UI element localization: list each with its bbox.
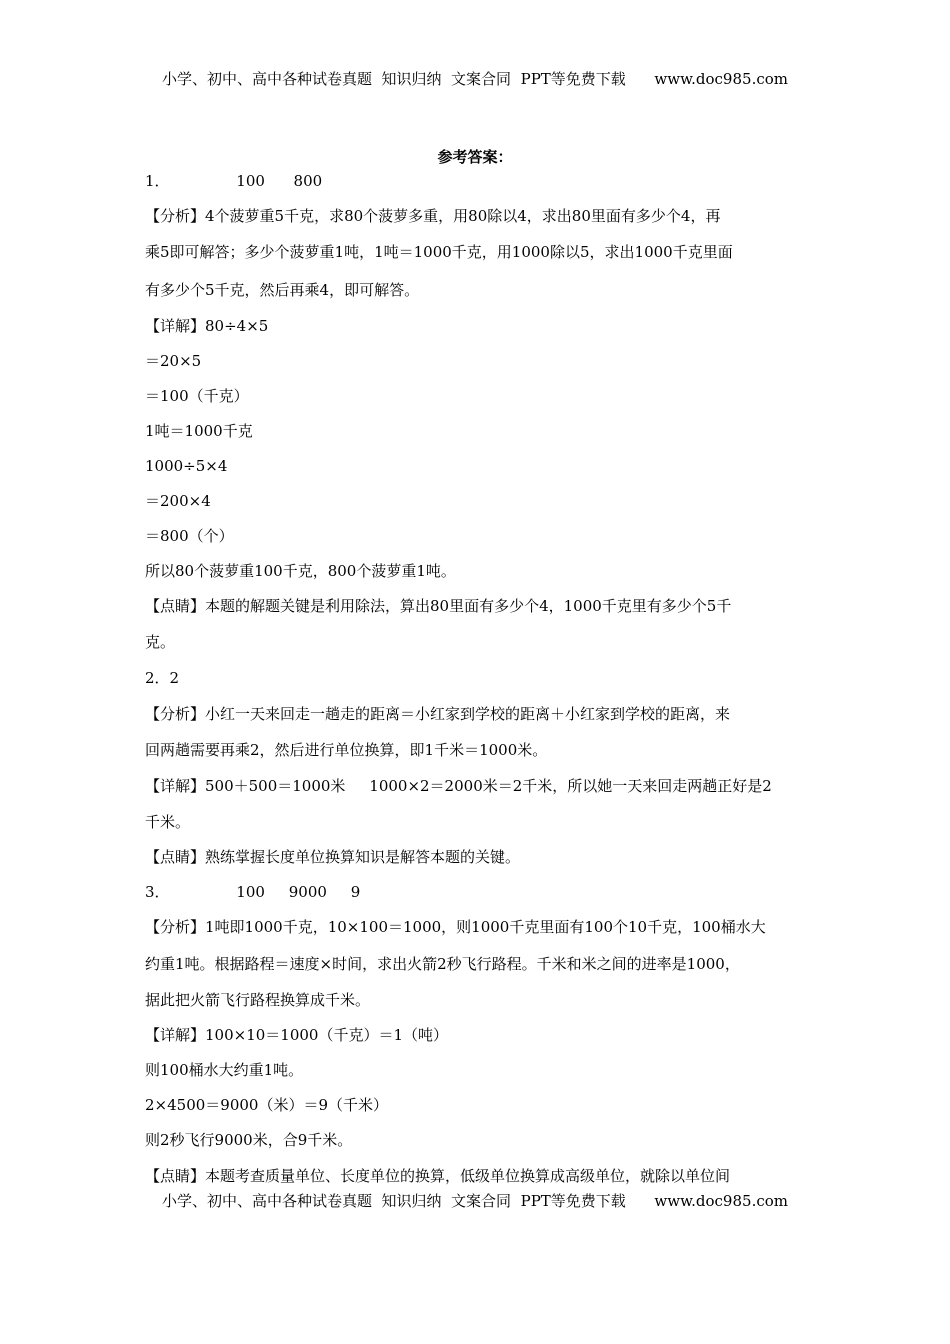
answer-line: 则100桶水大约重1吨。	[145, 1061, 304, 1079]
page-footer: 小学、初中、高中各种试卷真题 知识归纳 文案合同 PPT等免费下载 www.doc985.com	[161, 1192, 788, 1210]
answer-line: ＝200×4	[145, 492, 211, 510]
page-header: 小学、初中、高中各种试卷真题 知识归纳 文案合同 PPT等免费下载 www.doc985.com	[161, 70, 788, 88]
answer-line: 则2秒飞行9000米，合9千米。	[145, 1131, 353, 1149]
answer-line: 乘5即可解答；多少个菠萝重1吨，1吨＝1000千克，用1000除以5，求出1000千克里面	[145, 243, 733, 261]
answer-line: 【点睛】熟练掌握长度单位换算知识是解答本题的关键。	[145, 848, 521, 866]
answer-line: 克。	[145, 633, 176, 651]
answer-line: 3． 100 9000 9	[145, 883, 361, 901]
answer-line: 【详解】100×10＝1000（千克）＝1（吨）	[145, 1026, 449, 1044]
answer-line: 2×4500＝9000（米）＝9（千米）	[145, 1096, 389, 1114]
answer-line: 【详解】500＋500＝1000米 1000×2＝2000米＝2千米，所以她一天来回走两趟正好是2	[145, 777, 772, 795]
answer-line: 1吨＝1000千克	[145, 422, 253, 440]
answer-line: 1000÷5×4	[145, 457, 228, 475]
answer-line: 千米。	[145, 813, 191, 831]
answer-line: 据此把火箭飞行路程换算成千米。	[145, 991, 371, 1009]
answer-line: 2．2	[145, 669, 180, 687]
answer-line: 【分析】1吨即1000千克，10×100＝1000，则1000千克里面有100个10千克，100桶水大	[145, 918, 766, 936]
answer-line: ＝800（个）	[145, 527, 234, 545]
answer-line: 【分析】小红一天来回走一趟走的距离＝小红家到学校的距离＋小红家到学校的距离，来	[145, 705, 731, 723]
page-title: 参考答案：	[437, 148, 513, 166]
answer-line: ＝20×5	[145, 352, 202, 370]
answer-line: ＝100（千克）	[145, 387, 249, 405]
answer-line: 【点睛】本题考查质量单位、长度单位的换算，低级单位换算成高级单位，就除以单位间	[145, 1167, 731, 1185]
answer-line: 【详解】80÷4×5	[145, 317, 269, 335]
answer-line: 回两趟需要再乘2，然后进行单位换算，即1千米＝1000米。	[145, 741, 548, 759]
answer-line: 【点睛】本题的解题关键是利用除法，算出80里面有多少个4，1000千克里有多少个5千	[145, 597, 732, 615]
answer-line: 所以80个菠萝重100千克，800个菠萝重1吨。	[145, 562, 456, 580]
answer-line: 约重1吨。根据路程＝速度×时间，求出火箭2秒飞行路程。千米和米之间的进率是1000，	[145, 955, 740, 973]
answer-line: 有多少个5千克，然后再乘4，即可解答。	[145, 281, 420, 299]
answer-line: 1． 100 800	[145, 172, 323, 190]
answer-line: 【分析】4个菠萝重5千克，求80个菠萝多重，用80除以4，求出80里面有多少个4，再	[145, 207, 721, 225]
